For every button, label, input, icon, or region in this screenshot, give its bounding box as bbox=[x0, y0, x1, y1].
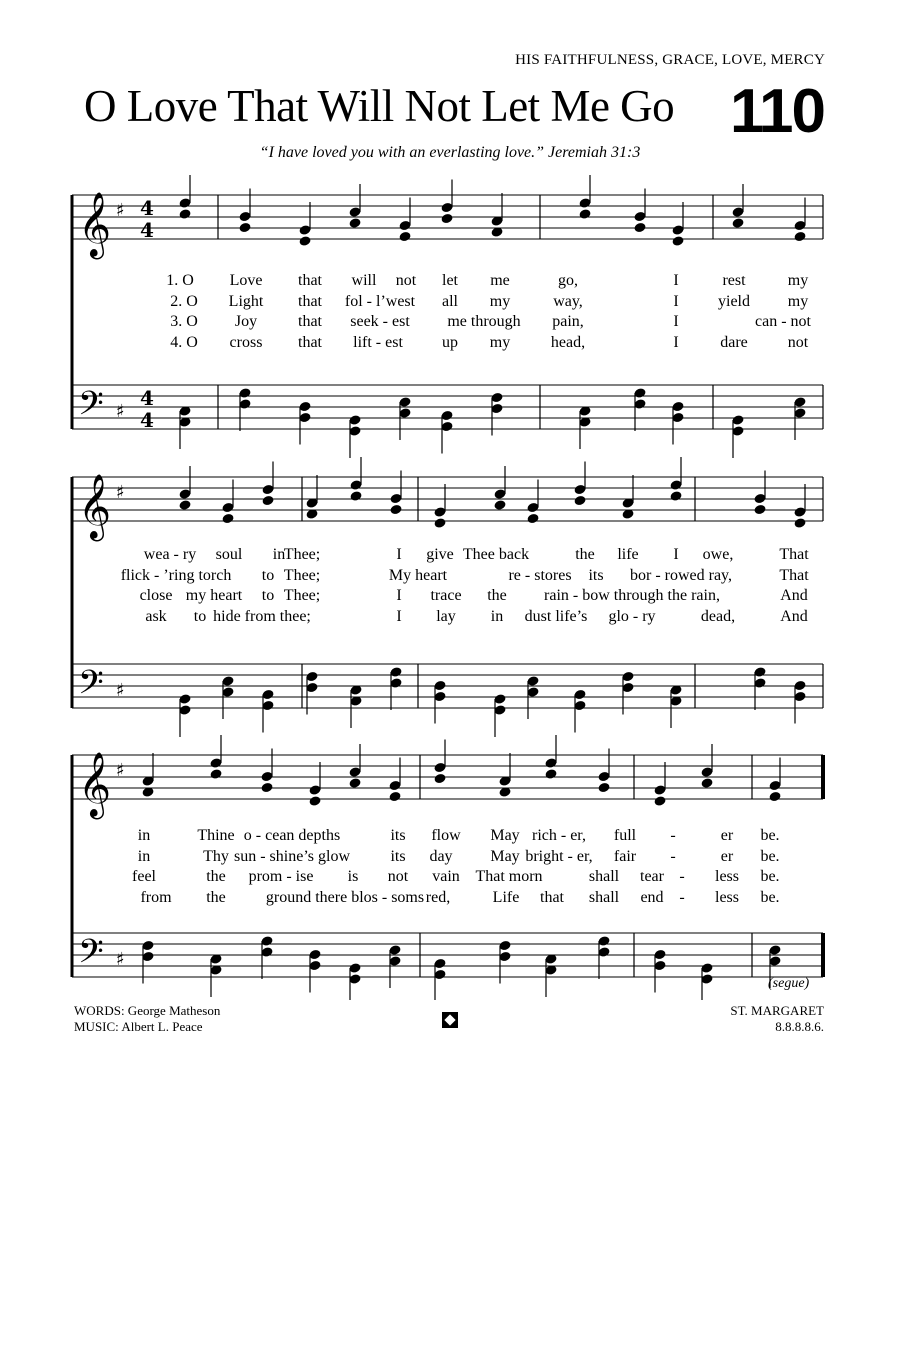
system-1-treble-notehead bbox=[348, 217, 361, 229]
lyric-syllable: the bbox=[487, 587, 507, 604]
lyric-syllable: May bbox=[490, 827, 520, 844]
lyric-syllable: dust life’s bbox=[524, 607, 588, 625]
lyric-syllable: That bbox=[779, 566, 809, 584]
lyric-syllable: is bbox=[347, 868, 359, 885]
lyric-syllable: ground there blos - soms bbox=[265, 888, 425, 906]
lyric-syllable: the bbox=[206, 868, 226, 885]
lyric-syllable: the bbox=[575, 546, 595, 563]
lyric-syllable: give bbox=[426, 546, 454, 563]
lyric-syllable: to bbox=[193, 607, 207, 625]
lyric-syllable: Light bbox=[228, 292, 264, 310]
lyric-syllable: my bbox=[489, 333, 511, 351]
tune-info bbox=[730, 1003, 824, 1035]
system-3-treble-notehead bbox=[308, 795, 321, 807]
lyric-syllable: close bbox=[139, 587, 173, 604]
lyric-syllable: o - cean depths bbox=[243, 827, 341, 844]
lyric-syllable: be. bbox=[760, 888, 780, 906]
lyric-syllable: 3. O bbox=[170, 313, 198, 330]
lyric-syllable: my bbox=[489, 292, 511, 310]
scripture-epigraph: “I have loved you with an everlasting love.” Jeremiah 31:3 bbox=[259, 144, 641, 161]
system-3-lyrics bbox=[0, 827, 900, 917]
lyric-syllable: tear bbox=[640, 868, 664, 885]
system-2-treble-notehead bbox=[433, 517, 446, 529]
lyric-syllable: me through bbox=[447, 313, 521, 330]
lyric-syllable: Thee; bbox=[283, 587, 321, 604]
system-3-verse-4 bbox=[0, 889, 900, 910]
lyric-syllable: rain - bow through the rain, bbox=[544, 587, 720, 604]
lyric-syllable: that bbox=[298, 313, 322, 330]
lyric-syllable: bright - er, bbox=[525, 847, 593, 865]
lyric-syllable: - bbox=[670, 847, 676, 865]
system-2-bass-clef-icon: 𝄢 bbox=[78, 664, 104, 710]
lyric-syllable: my bbox=[787, 272, 809, 289]
system-1-treble-notehead bbox=[178, 208, 191, 220]
lyric-syllable: in bbox=[272, 546, 286, 563]
lyric-syllable: the bbox=[206, 888, 226, 906]
category-label: HIS FAITHFULNESS, GRACE, LOVE, MERCY bbox=[515, 52, 825, 68]
system-3-bass-key-sharp-icon: ♯ bbox=[116, 949, 125, 970]
lyric-syllable: glo - ry bbox=[608, 607, 656, 625]
lyric-syllable: yield bbox=[718, 292, 750, 310]
system-1-treble-time-bottom: 4 bbox=[140, 218, 154, 242]
system-1-bass-time-top: 4 bbox=[140, 386, 154, 410]
lyric-syllable: prom - ise bbox=[248, 868, 314, 885]
system-1-treble-clef-icon: 𝄞 bbox=[78, 192, 112, 257]
lyric-syllable: dare bbox=[720, 333, 748, 351]
system-2-treble-notehead bbox=[389, 504, 402, 516]
lyric-syllable: hide from thee; bbox=[213, 607, 311, 625]
lyric-syllable: less bbox=[715, 888, 739, 906]
lyric-syllable: day bbox=[429, 847, 453, 865]
lyric-syllable: Thee; bbox=[283, 566, 321, 584]
lyric-syllable: in bbox=[137, 847, 151, 865]
lyric-syllable: shall bbox=[588, 888, 620, 906]
lyric-syllable: 4. O bbox=[170, 333, 198, 351]
lyric-syllable: I bbox=[396, 546, 402, 563]
lyric-syllable: to bbox=[261, 587, 275, 604]
system-1-treble-key-sharp-icon: ♯ bbox=[116, 200, 125, 221]
lyric-syllable: head, bbox=[550, 333, 586, 351]
system-1-verse-2 bbox=[0, 293, 900, 314]
system-2-treble-notehead bbox=[669, 490, 682, 502]
system-2-treble-notehead bbox=[178, 499, 191, 511]
hymn-title: O Love That Will Not Let Me Go bbox=[84, 81, 675, 131]
lyric-syllable: that bbox=[298, 292, 322, 310]
system-1-treble-time-top: 4 bbox=[140, 196, 154, 220]
system-3-verse-3 bbox=[0, 868, 900, 889]
music-credit: MUSIC: Albert L. Peace bbox=[74, 1019, 203, 1034]
system-2-verse-3 bbox=[0, 587, 900, 608]
lyric-syllable: to bbox=[261, 566, 275, 584]
lyric-syllable: vain bbox=[432, 868, 460, 885]
system-1-treble-notehead bbox=[578, 208, 591, 220]
lyric-syllable: sun - shine’s glow bbox=[234, 847, 350, 865]
lyric-syllable: let bbox=[442, 272, 458, 289]
lyric-syllable: I bbox=[673, 333, 679, 351]
lyric-syllable: Life bbox=[492, 888, 520, 906]
system-2-verse-1 bbox=[0, 546, 900, 567]
meter: 8.8.8.8.6. bbox=[775, 1019, 824, 1034]
lyric-syllable: not bbox=[387, 868, 409, 885]
lyric-syllable: life bbox=[617, 546, 639, 563]
lyric-syllable: my bbox=[787, 292, 809, 310]
lyric-syllable: I bbox=[396, 607, 402, 625]
lyric-syllable: Thee back bbox=[462, 546, 530, 563]
system-3-treble-notehead bbox=[700, 777, 713, 789]
lyric-syllable: go, bbox=[558, 272, 578, 289]
system-2-treble-notehead bbox=[221, 513, 234, 525]
lyric-syllable: - bbox=[679, 888, 685, 906]
lyric-syllable: That morn bbox=[475, 868, 543, 885]
lyric-syllable: pain, bbox=[552, 313, 584, 330]
lyric-syllable: red, bbox=[425, 888, 451, 906]
lyric-syllable: flow bbox=[431, 827, 461, 844]
lyric-syllable: Thy bbox=[203, 847, 229, 865]
lyric-syllable: not bbox=[395, 272, 417, 289]
system-2-verse-4 bbox=[0, 608, 900, 629]
system-2-lyrics bbox=[0, 546, 900, 636]
system-3-treble-notehead bbox=[768, 791, 781, 803]
lyric-syllable: - bbox=[670, 827, 676, 844]
lyric-syllable: will bbox=[351, 272, 377, 289]
system-3-treble-notehead bbox=[653, 795, 666, 807]
system-1-treble-notehead bbox=[793, 231, 806, 243]
lyric-syllable: Love bbox=[229, 272, 263, 289]
lyric-syllable: wea - ry bbox=[143, 546, 197, 563]
lyric-syllable: not bbox=[787, 333, 809, 351]
lyric-syllable: er bbox=[720, 847, 734, 865]
system-3-treble-notehead bbox=[388, 791, 401, 803]
lyric-syllable: its bbox=[390, 847, 406, 865]
lyric-syllable: fair bbox=[613, 847, 637, 865]
lyric-syllable: be. bbox=[760, 847, 780, 865]
lyric-syllable: bor - rowed ray, bbox=[629, 566, 733, 584]
system-1-treble-notehead bbox=[398, 231, 411, 243]
system-1-bass-clef-icon: 𝄢 bbox=[78, 385, 104, 431]
lyric-syllable: in bbox=[137, 827, 151, 844]
segue-marking: (segue) bbox=[768, 976, 810, 991]
system-2-treble-notehead bbox=[573, 495, 586, 507]
system-3-treble-notehead bbox=[433, 773, 446, 785]
system-2-treble-notehead bbox=[793, 517, 806, 529]
system-1-verse-1 bbox=[0, 272, 900, 293]
lyric-syllable: that bbox=[298, 333, 322, 351]
lyric-syllable: be. bbox=[760, 827, 780, 844]
lyric-syllable: that bbox=[540, 888, 564, 906]
system-3-treble-notehead bbox=[209, 768, 222, 780]
lyric-syllable: flick - ’ring torch bbox=[120, 566, 232, 584]
lyric-syllable: up bbox=[442, 333, 458, 351]
system-2-treble-notehead bbox=[753, 504, 766, 516]
lyric-syllable: Joy bbox=[234, 313, 258, 330]
words-credit: WORDS: George Matheson bbox=[74, 1003, 221, 1018]
lyric-syllable: And bbox=[780, 587, 808, 604]
hymn-number: 110 bbox=[729, 77, 824, 146]
system-3-bass-clef-icon: 𝄢 bbox=[78, 933, 104, 979]
lyric-syllable: trace bbox=[430, 587, 462, 604]
lyric-syllable: all bbox=[442, 292, 458, 310]
system-3-verse-1 bbox=[0, 827, 900, 848]
lyric-syllable: from bbox=[140, 888, 172, 906]
system-2-treble-key-sharp-icon: ♯ bbox=[116, 482, 125, 503]
system-3-treble-clef-icon: 𝄞 bbox=[78, 752, 112, 817]
system-3-treble-notehead bbox=[348, 777, 361, 789]
lyric-syllable: 1. O bbox=[166, 272, 194, 289]
credits bbox=[74, 1003, 220, 1035]
lyric-syllable: - bbox=[679, 868, 685, 885]
system-2-treble-clef-icon: 𝄞 bbox=[78, 474, 112, 539]
lyric-syllable: my heart bbox=[185, 587, 243, 604]
lyric-syllable: I bbox=[673, 313, 679, 330]
system-2-treble-notehead bbox=[261, 495, 274, 507]
system-1-treble-notehead bbox=[298, 235, 311, 247]
lyric-syllable: I bbox=[673, 272, 679, 289]
system-2-bass-key-sharp-icon: ♯ bbox=[116, 680, 125, 701]
system-1-lyrics bbox=[0, 272, 900, 362]
system-3-verse-2 bbox=[0, 848, 900, 869]
lyric-syllable: 2. O bbox=[170, 292, 198, 310]
lyric-syllable: Thee; bbox=[283, 546, 321, 563]
system-1-bass-time-bottom: 4 bbox=[140, 408, 154, 432]
lyric-syllable: I bbox=[673, 292, 679, 310]
lyric-syllable: shall bbox=[588, 868, 620, 885]
lyric-syllable: less bbox=[715, 868, 739, 885]
system-2-treble-notehead bbox=[526, 513, 539, 525]
lyric-syllable: full bbox=[613, 827, 637, 844]
system-1-verse-4 bbox=[0, 334, 900, 355]
tune-name: ST. MARGARET bbox=[730, 1003, 824, 1018]
lyric-syllable: its bbox=[588, 566, 604, 584]
system-3-treble-key-sharp-icon: ♯ bbox=[116, 760, 125, 781]
system-1-treble-notehead bbox=[238, 222, 251, 234]
lyric-syllable: soul bbox=[215, 546, 243, 563]
lyric-syllable: can - not bbox=[755, 313, 811, 330]
system-1-treble-notehead bbox=[731, 217, 744, 229]
lyric-syllable: er bbox=[720, 827, 734, 844]
system-3-treble-notehead bbox=[597, 782, 610, 794]
system-3-treble-notehead bbox=[544, 768, 557, 780]
lyric-syllable: lift - est bbox=[353, 333, 403, 351]
lyric-syllable: ask bbox=[145, 607, 167, 625]
lyric-syllable: owe, bbox=[702, 546, 734, 563]
lyric-syllable: me bbox=[490, 272, 510, 289]
lyric-syllable: in bbox=[490, 607, 504, 625]
system-2-verse-2 bbox=[0, 567, 900, 588]
lyric-syllable: that bbox=[298, 272, 322, 289]
system-1-treble-notehead bbox=[633, 222, 646, 234]
lyric-syllable: way, bbox=[553, 292, 583, 310]
system-2-treble-notehead bbox=[349, 490, 362, 502]
lyric-syllable: its bbox=[390, 827, 406, 844]
system-1-treble-notehead bbox=[440, 213, 453, 225]
lyric-syllable: I bbox=[673, 546, 679, 563]
lyric-syllable: That bbox=[779, 546, 809, 563]
system-2-treble-notehead bbox=[493, 499, 506, 511]
lyric-syllable: I bbox=[396, 587, 402, 604]
system-1-verse-3 bbox=[0, 313, 900, 334]
lyric-syllable: feel bbox=[132, 868, 156, 885]
lyric-syllable: Thine bbox=[197, 827, 235, 844]
system-1-treble-notehead bbox=[671, 235, 684, 247]
lyric-syllable: lay bbox=[436, 607, 456, 625]
lyric-syllable: rest bbox=[722, 272, 746, 289]
lyric-syllable: seek - est bbox=[350, 313, 410, 330]
lyric-syllable: May bbox=[490, 847, 520, 865]
lyric-syllable: dead, bbox=[700, 607, 736, 625]
lyric-syllable: cross bbox=[229, 333, 263, 351]
system-1-bass-key-sharp-icon: ♯ bbox=[116, 401, 125, 422]
lyric-syllable: And bbox=[780, 607, 808, 625]
lyric-syllable: be. bbox=[760, 868, 780, 885]
diamond-icon bbox=[442, 1012, 458, 1028]
lyric-syllable: end bbox=[640, 888, 664, 906]
lyric-syllable: fol - l’west bbox=[344, 292, 416, 310]
lyric-syllable: rich - er, bbox=[532, 827, 586, 844]
system-3-treble-notehead bbox=[260, 782, 273, 794]
lyric-syllable: My heart bbox=[388, 566, 448, 584]
lyric-syllable: re - stores bbox=[508, 566, 572, 584]
